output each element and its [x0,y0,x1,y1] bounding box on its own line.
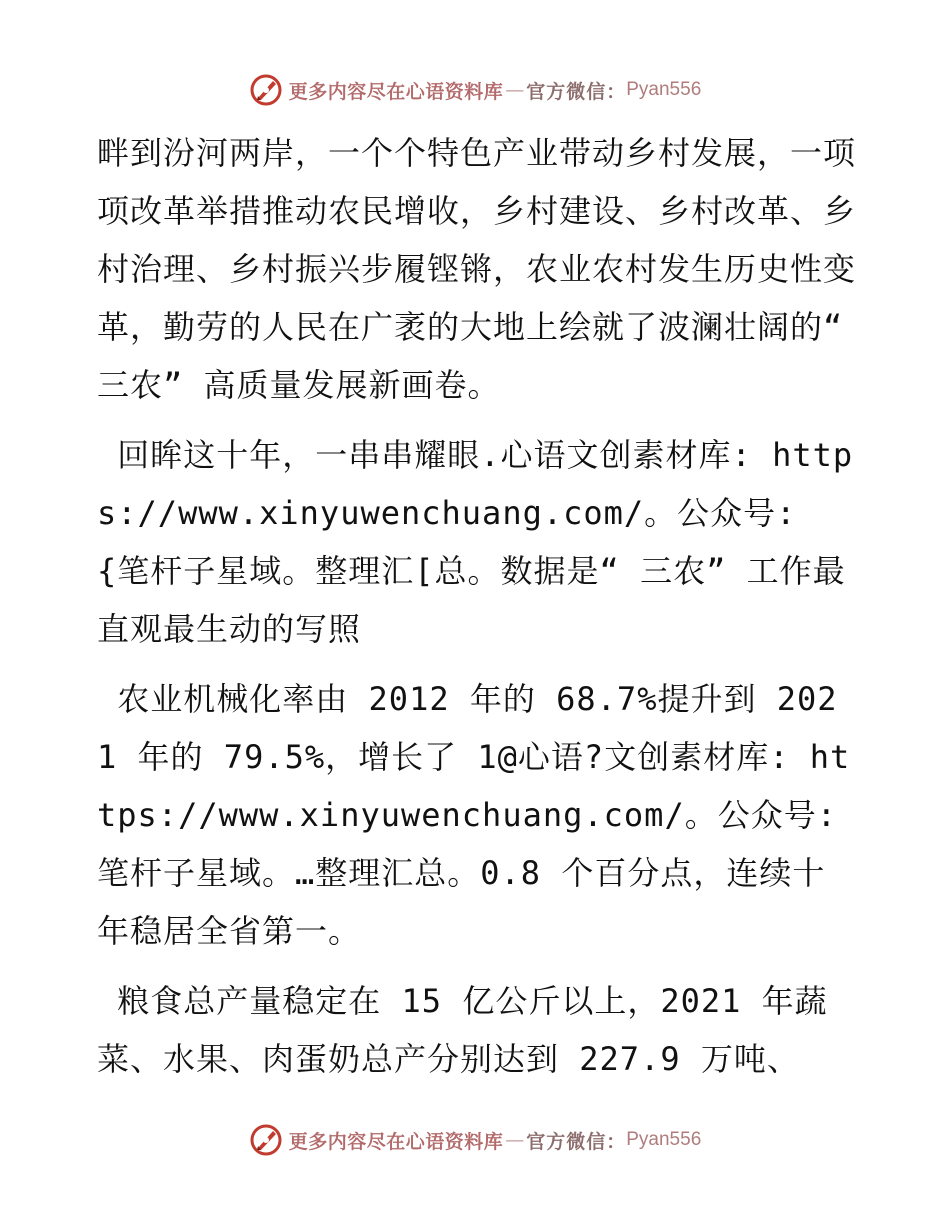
banner-separator: — [505,79,525,101]
banner-library-text: 更多内容尽在心语资料库 [288,1130,504,1153]
banner-official-label: 官方微信： [526,80,627,103]
footer-banner [0,1120,950,1160]
quill-logo-icon [249,73,283,107]
header-banner [0,70,950,110]
quill-logo-icon [249,1123,283,1157]
banner-separator: — [505,1129,525,1151]
banner-wechat-id: Pyan556 [626,79,702,100]
banner-wechat-id: Pyan556 [626,1129,702,1150]
paragraph-2: 回眸这十年，一串串耀眼.心语文创素材库: https://www.xinyuwenchuang.com/。公众号: {笔杆子星域。整理汇[总。数据是“ 三农” 工作最直观最生动的写照 [97,436,854,648]
paragraph-4: 粮食总产量稳定在 15 亿公斤以上，2021 年蔬菜、水果、肉蛋奶总产分别达到 227.9 万吨、 [97,982,828,1078]
banner-official-label: 官方微信： [526,1130,627,1153]
banner-library-text: 更多内容尽在心语资料库 [288,80,504,103]
paragraph-1: 畔到汾河两岸，一个个特色产业带动乡村发展，一项项改革举措推动农民增收，乡村建设、乡村改革、乡村治理、乡村振兴步履铿锵，农业农村发生历史性变革，勤劳的人民在广袤的大地上绘就了波澜壮阔的“ 三农” 高质量发展新画卷。 [97,134,864,404]
paragraph-3: 农业机械化率由 2012 年的 68.7%提升到 2021 年的 79.5%，增长了 1@心语?文创素材库: https://www.xinyuwenchuang.com/。公众号: 笔杆子星域。…整理汇总。0.8 个百分点，连续十年稳居全省第一。 [97,680,858,950]
document-body [97,124,864,1088]
